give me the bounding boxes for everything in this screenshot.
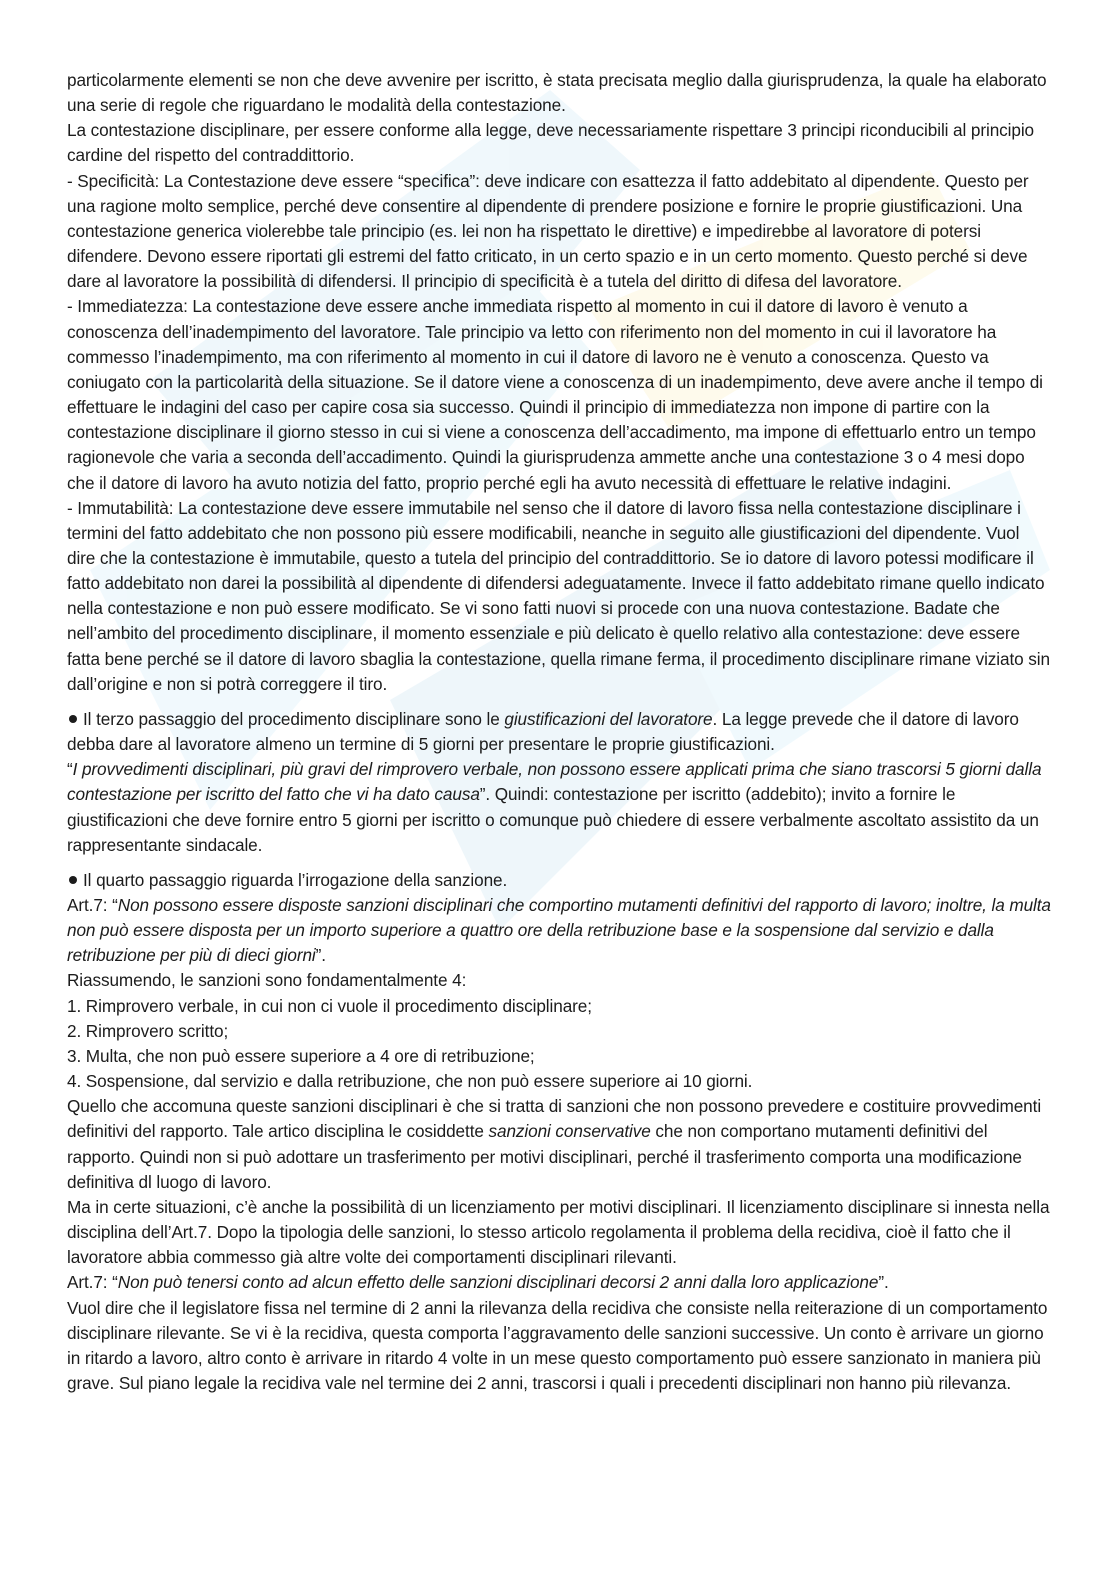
terzo-quote-paragraph <box>67 757 1052 858</box>
art7-close: ”. <box>315 945 326 966</box>
terzo-text-b: . La legge prevede che il datore di lavoro debba dare al lavoratore almeno un termine di 5 giorni per presentare le proprie giustificazioni. <box>67 708 1019 755</box>
sanction-item: 4. Sospensione, dal servizio e dalla retribuzione, che non può essere superiore ai 10 giorni. <box>67 1071 753 1092</box>
immediatezza-paragraph: - Immediatezza: La contestazione deve essere anche immediata rispetto al momento in cui il datore di lavoro è venuto a conoscenza dell’inadempimento del lavoratore. Tale principio va letto con riferimento non del momento in cui il lavoratore ha commesso l’inadempimento, ma con riferimento al momento in cui il datore di lavoro ne è venuto a conoscenza. Questo va coniugato con la particolarità della situazione. Se il datore viene a conoscenza di un inadempimento, deve avere anche il tempo di effettuare le indagini del caso per capire cosa sia successo. Quindi il principio di immediatezza non impone di partire con la contestazione disciplinare il giorno stesso in cui si viene a conoscenza dell’accadimento, ma impone di effettuarlo entro un tempo ragionevole che varia a seconda dell’accadimento. Quindi la giurisprudenza ammette anche una contestazione 3 o 4 mesi dopo che il datore di lavoro ha avuto notizia del fatto, proprio perché egli ha avuto necessità di effettuare le relative indagini. <box>67 296 1043 493</box>
art7-recidiva-quote <box>67 1270 1052 1295</box>
terzo-passaggio-paragraph <box>67 707 1052 757</box>
art7-text: Non possono essere disposte sanzioni disciplinari che comportino mutamenti definitivi del rapporto di lavoro; inoltre, la multa non può essere disposta per un importo superiore a quattro ore della retribuzione base e la sospensione dal servizio e dalla retribuzione per più di dieci giorni <box>67 895 1051 966</box>
sanction-item: 2. Rimprovero scritto; <box>67 1020 229 1041</box>
conservative-text-a: Quello che accomuna queste sanzioni disciplinari è che si tratta di sanzioni che non possono prevedere e costituire provvedimenti definitivi del rapporto. Tale artico disciplina le cosiddette <box>67 1096 1042 1142</box>
quarto-passaggio-paragraph <box>67 868 1052 893</box>
terzo-quote: I provvedimenti disciplinari, più gravi del rimprovero verbale, non possono essere applicati prima che siano trascorsi 5 giorni dalla contestazione per iscritto del fatto che vi ha dato causa <box>67 759 1042 805</box>
conservative-emphasis: sanzioni conservative <box>488 1121 651 1142</box>
quote-open: “ <box>67 759 73 780</box>
art7-quote <box>67 893 1052 968</box>
principles-intro: La contestazione disciplinare, per essere conforme alla legge, deve necessariamente rispettare 3 principi riconducibili al principio cardine del rispetto del contraddittorio. <box>67 120 1035 166</box>
terzo-quote-close: ”. Quindi: contestazione per iscritto (addebito); invito a fornire le giustificazioni che deve fornire entro 5 giorni per iscritto o comunque può chiedere di essere verbalmente ascoltato assistito da un rappresentante sindacale. <box>67 784 1039 855</box>
terzo-emphasis: giustificazioni del lavoratore <box>504 708 713 729</box>
final-paragraph: Vuol dire che il legislatore fissa nel termine di 2 anni la rilevanza della recidiva che consiste nella reiterazione di un comportamento disciplinare rilevante. Se vi è la recidiva, questa comporta l’aggravamento delle sanzioni successive. Un conto è arrivare un giorno in ritardo a lavoro, altro conto è arrivare in ritardo 4 volte in un mese questo comportamento può essere sanzionato in maniera più grave. Sul piano legale la recidiva vale nel termine dei 2 anni, trascorsi i quali i precedenti disciplinari non hanno più rilevanza. <box>67 1297 1048 1393</box>
conservative-paragraph <box>67 1094 1052 1195</box>
immutabilita-paragraph: - Immutabilità: La contestazione deve essere immutabile nel senso che il datore di lavoro fissa nella contestazione disciplinare i termini del fatto addebitato che non possono più essere modificabili, neanche in seguito alle giustificazioni del dipendente. Vuol dire che la contestazione è immutabile, questo a tutela del principio del contraddittorio. Se io datore di lavoro potessi modificare il fatto addebitato non darei la possibilità al dipendente di difendersi adeguatamente. Invece il fatto addebitato rimane quello indicato nella contestazione e non può essere modificato. Se vi sono fatti nuovi si procede con una nuova contestazione. Badate che nell’ambito del procedimento disciplinare, il momento essenziale e più delicato è quello relativo alla contestazione: deve essere fatta bene perché se il datore di lavoro sbaglia la contestazione, quella rimane ferma, il procedimento disciplinare rimane viziato sin dall’origine e non si potrà correggere il tiro. <box>67 497 1050 694</box>
art7-prefix: Art.7: “ <box>67 895 118 915</box>
intro-paragraph: particolarmente elementi se non che deve avvenire per iscritto, è stata precisata meglio dalla giurisprudenza, la quale ha elaborato una serie di regole che riguardano le modalità della contestazione. <box>67 70 1047 116</box>
art7-recidiva-close: ”. <box>878 1272 889 1293</box>
sanction-item: 1. Rimprovero verbale, in cui non ci vuole il procedimento disciplinare; <box>67 995 592 1016</box>
recidiva-paragraph: Ma in certe situazioni, c’è anche la possibilità di un licenziamento per motivi disciplinari. Il licenziamento disciplinare si innesta nella disciplina dell’Art.7. Dopo la tipologia delle sanzioni, lo stesso articolo regolamenta il problema della recidiva, cioè il fatto che il lavoratore abbia commesso già altre volte dei comportamenti disciplinari rilevanti. <box>67 1196 1050 1268</box>
quarto-text: Il quarto passaggio riguarda l’irrogazione della sanzione. <box>83 869 508 890</box>
document-page <box>67 68 1052 1396</box>
riassumendo-line: Riassumendo, le sanzioni sono fondamentalmente 4: <box>67 970 467 991</box>
sanction-item: 3. Multa, che non può essere superiore a 4 ore di retribuzione; <box>67 1045 535 1066</box>
conservative-text-b: che non comportano mutamenti definitivi del rapporto. Quindi non si può adottare un trasferimento per motivi disciplinari, perché il trasferimento comporta una modificazione definitiva dl luogo di lavoro. <box>67 1121 1022 1192</box>
specificita-paragraph: - Specificità: La Contestazione deve essere “specifica”: deve indicare con esattezza il fatto addebitato al dipendente. Questo per una ragione molto semplice, perché deve consentire al dipendente di prendere posizione e fornire le proprie giustificazioni. Una contestazione generica violerebbe tale principio (es. lei non ha rispettato le direttive) e impedirebbe al lavoratore di potersi difendere. Devono essere riportati gli estremi del fatto criticato, in un certo spazio e in un certo momento. Questo perché si deve dare al lavoratore la possibilità di difendersi. Il principio di specificità è a tutela del diritto di difesa del lavoratore. <box>67 170 1029 292</box>
art7-recidiva-prefix: Art.7: “ <box>67 1272 118 1293</box>
bullet-icon <box>69 715 77 723</box>
terzo-text-a: Il terzo passaggio del procedimento disciplinare sono le <box>83 708 505 729</box>
art7-recidiva-text: Non può tenersi conto ad alcun effetto delle sanzioni disciplinari decorsi 2 anni dalla loro applicazione <box>117 1272 879 1293</box>
bullet-icon <box>69 876 77 884</box>
